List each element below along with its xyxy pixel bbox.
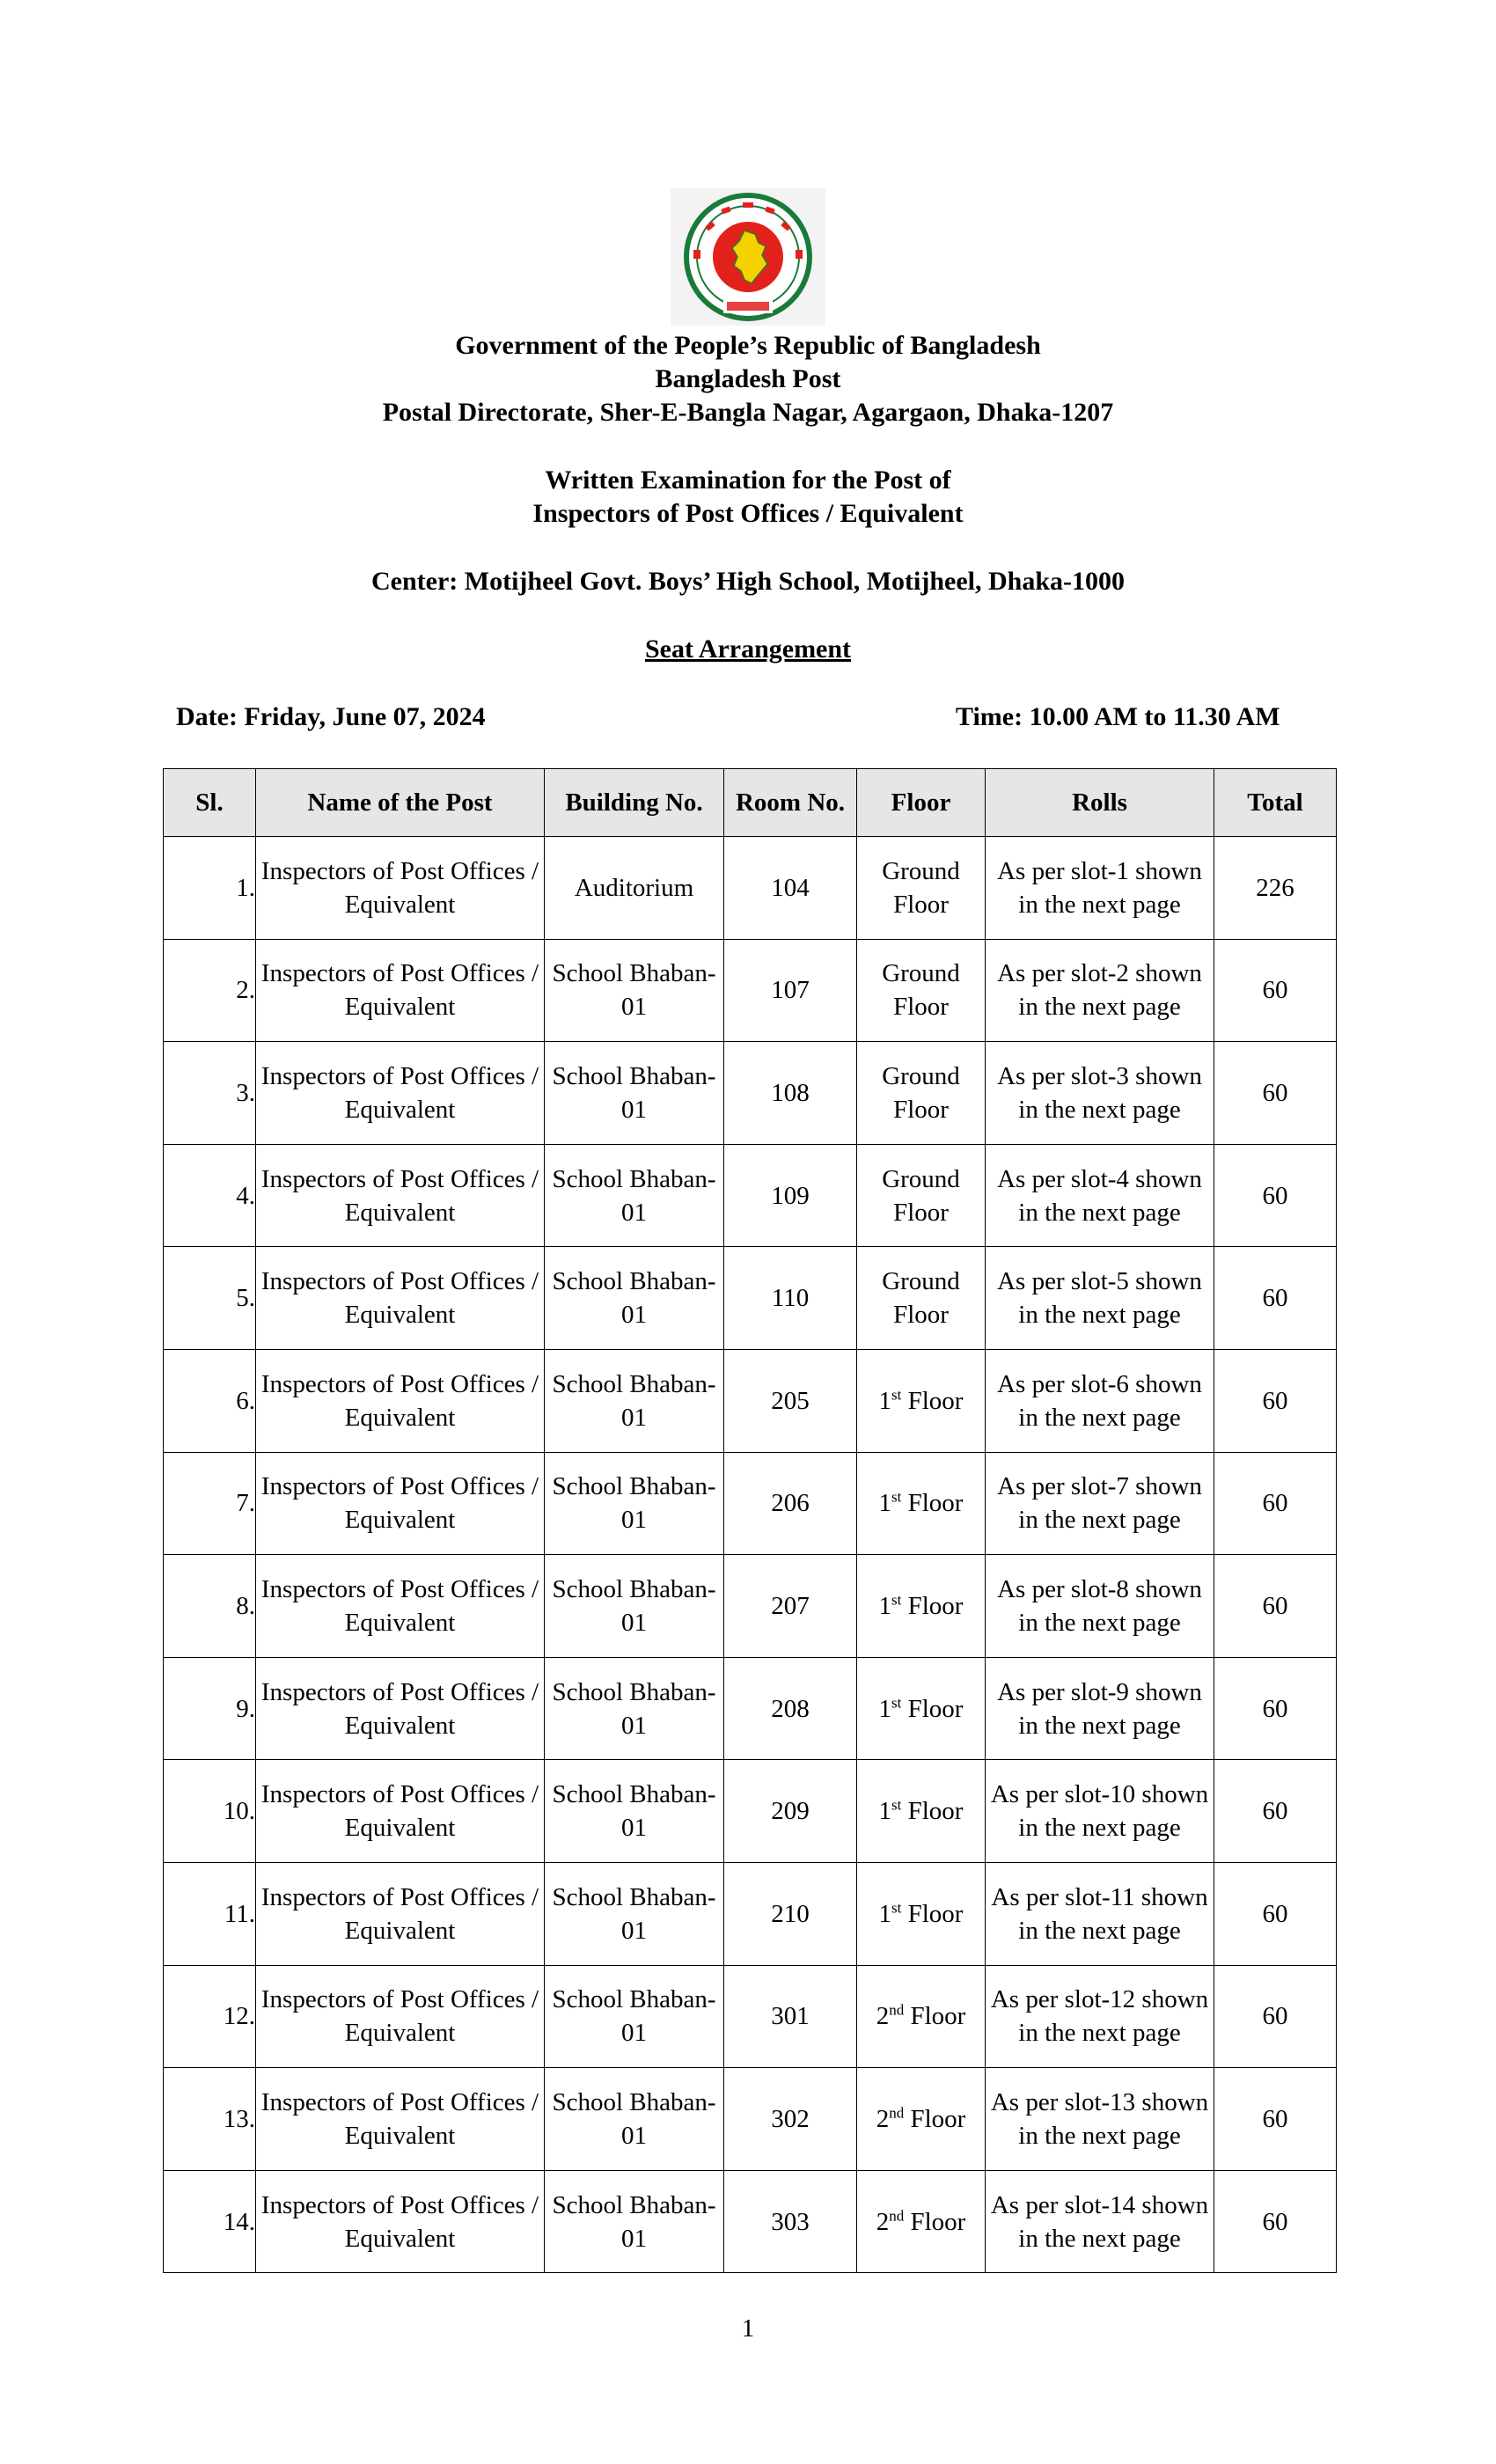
floor-word: Floor [904,2002,966,2031]
floor-suffix: st [891,1488,902,1506]
table-row [164,1555,1337,1658]
cell-total: 60 [1214,1452,1337,1555]
floor-number: 1 [878,1797,892,1826]
floor-number: 1 [878,1694,892,1723]
cell-building: School Bhaban-01 [545,1452,724,1555]
cell-floor [857,1349,986,1452]
cell-post: Inspectors of Post Offices / Equivalent [256,1452,545,1555]
cell-rolls: As per slot-1 shown in the next page [986,837,1214,940]
header-rolls: Rolls [986,769,1214,837]
cell-building: School Bhaban-01 [545,1760,724,1863]
cell-floor [857,1965,986,2068]
exam-title-line1: Written Examination for the Post of [545,466,951,495]
cell-floor [857,1657,986,1760]
cell-post: Inspectors of Post Offices / Equivalent [256,1555,545,1658]
cell-floor [857,1452,986,1555]
floor-number: 1 [878,1386,892,1415]
cell-total: 226 [1214,837,1337,940]
cell-sl: 10. [164,1760,256,1863]
header-total: Total [1214,769,1337,837]
floor-number: 2 [876,2104,890,2133]
cell-room: 209 [724,1760,857,1863]
cell-building: School Bhaban-01 [545,1247,724,1350]
cell-rolls: As per slot-11 shown in the next page [986,1862,1214,1965]
exam-date: Date: Friday, June 07, 2024 [176,702,486,731]
cell-sl: 14. [164,2170,256,2273]
cell-room: 303 [724,2170,857,2273]
floor-number: 2 [876,2002,890,2031]
cell-floor [857,1760,986,1863]
cell-floor [857,1144,986,1247]
cell-rolls: As per slot-4 shown in the next page [986,1144,1214,1247]
cell-floor [857,1042,986,1145]
cell-post: Inspectors of Post Offices / Equivalent [256,939,545,1042]
floor-suffix: nd [889,2001,905,2019]
cell-building: School Bhaban-01 [545,1349,724,1452]
table-row [164,1965,1337,2068]
government-title: Government of the People’s Republic of Bangladesh [455,331,1041,360]
cell-total: 60 [1214,1349,1337,1452]
floor-number: 1 [878,1591,892,1620]
cell-post: Inspectors of Post Offices / Equivalent [256,837,545,940]
cell-sl: 13. [164,2068,256,2171]
cell-room: 302 [724,2068,857,2171]
cell-sl: 4. [164,1144,256,1247]
cell-post: Inspectors of Post Offices / Equivalent [256,2068,545,2171]
floor-word: Ground Floor [882,856,960,919]
cell-floor [857,1862,986,1965]
floor-word: Ground Floor [882,1061,960,1124]
floor-number: 1 [878,1489,892,1518]
cell-room: 208 [724,1657,857,1760]
cell-building: School Bhaban-01 [545,2068,724,2171]
exam-time: Time: 10.00 AM to 11.30 AM [956,702,1280,731]
header-building: Building No. [545,769,724,837]
cell-post: Inspectors of Post Offices / Equivalent [256,1965,545,2068]
floor-suffix: st [891,1899,902,1917]
header-sl: Sl. [164,769,256,837]
department-title: Bangladesh Post [655,364,841,393]
cell-rolls: As per slot-12 shown in the next page [986,1965,1214,2068]
cell-building: School Bhaban-01 [545,1042,724,1145]
page-number: 1 [741,2314,755,2343]
cell-rolls: As per slot-2 shown in the next page [986,939,1214,1042]
cell-room: 107 [724,939,857,1042]
cell-rolls: As per slot-3 shown in the next page [986,1042,1214,1145]
cell-floor [857,2170,986,2273]
cell-floor [857,1555,986,1658]
floor-word: Floor [901,1386,964,1415]
cell-floor [857,1247,986,1350]
floor-word: Floor [901,1899,964,1928]
table-row [164,1657,1337,1760]
cell-rolls: As per slot-6 shown in the next page [986,1349,1214,1452]
floor-suffix: st [891,1386,902,1404]
floor-word: Floor [904,2207,966,2236]
cell-floor [857,939,986,1042]
cell-building: School Bhaban-01 [545,2170,724,2273]
cell-total: 60 [1214,1965,1337,2068]
cell-sl: 6. [164,1349,256,1452]
cell-total: 60 [1214,1760,1337,1863]
floor-word: Floor [901,1797,964,1826]
floor-word: Ground Floor [882,959,960,1022]
table-row [164,1862,1337,1965]
cell-floor [857,2068,986,2171]
cell-sl: 12. [164,1965,256,2068]
cell-rolls: As per slot-8 shown in the next page [986,1555,1214,1658]
cell-rolls: As per slot-9 shown in the next page [986,1657,1214,1760]
floor-word: Floor [901,1694,964,1723]
cell-building: School Bhaban-01 [545,1144,724,1247]
floor-suffix: st [891,1591,902,1609]
cell-post: Inspectors of Post Offices / Equivalent [256,1247,545,1350]
cell-rolls: As per slot-13 shown in the next page [986,2068,1214,2171]
cell-room: 207 [724,1555,857,1658]
table-row [164,837,1337,940]
cell-rolls: As per slot-14 shown in the next page [986,2170,1214,2273]
cell-building: School Bhaban-01 [545,1965,724,2068]
cell-room: 110 [724,1247,857,1350]
table-row [164,1247,1337,1350]
floor-word: Floor [901,1591,964,1620]
floor-suffix: st [891,1796,902,1814]
cell-total: 60 [1214,1862,1337,1965]
cell-room: 109 [724,1144,857,1247]
cell-building: School Bhaban-01 [545,1862,724,1965]
cell-total: 60 [1214,1144,1337,1247]
cell-rolls: As per slot-5 shown in the next page [986,1247,1214,1350]
floor-number: 2 [876,2207,890,2236]
header-floor: Floor [857,769,986,837]
cell-building: School Bhaban-01 [545,1555,724,1658]
cell-post: Inspectors of Post Offices / Equivalent [256,1349,545,1452]
cell-total: 60 [1214,1042,1337,1145]
cell-post: Inspectors of Post Offices / Equivalent [256,1144,545,1247]
directorate-address: Postal Directorate, Sher-E-Bangla Nagar, Agargaon, Dhaka-1207 [382,398,1114,427]
cell-total: 60 [1214,1247,1337,1350]
table-row [164,1452,1337,1555]
cell-sl: 9. [164,1657,256,1760]
cell-room: 301 [724,1965,857,2068]
cell-building: School Bhaban-01 [545,1657,724,1760]
cell-post: Inspectors of Post Offices / Equivalent [256,1760,545,1863]
cell-room: 104 [724,837,857,940]
floor-number: 1 [878,1899,892,1928]
floor-word: Ground Floor [882,1267,960,1330]
header-post: Name of the Post [256,769,545,837]
cell-total: 60 [1214,1555,1337,1658]
cell-total: 60 [1214,1657,1337,1760]
floor-word: Floor [904,2104,966,2133]
cell-sl: 2. [164,939,256,1042]
cell-building: School Bhaban-01 [545,939,724,1042]
floor-suffix: nd [889,2104,905,2122]
exam-title-line2: Inspectors of Post Offices / Equivalent [532,499,964,528]
exam-center: Center: Motijheel Govt. Boys’ High School, Motijheel, Dhaka-1000 [370,567,1125,596]
floor-suffix: st [891,1693,902,1711]
section-title-wrapper [0,634,1496,665]
table-row [164,2068,1337,2171]
cell-total: 60 [1214,939,1337,1042]
cell-room: 108 [724,1042,857,1145]
cell-rolls: As per slot-10 shown in the next page [986,1760,1214,1863]
cell-sl: 8. [164,1555,256,1658]
cell-sl: 1. [164,837,256,940]
table-header-row [164,769,1337,837]
cell-post: Inspectors of Post Offices / Equivalent [256,1862,545,1965]
table-row [164,1144,1337,1247]
cell-sl: 5. [164,1247,256,1350]
header-room: Room No. [724,769,857,837]
seat-arrangement-table [163,768,1337,2273]
table-row [164,1760,1337,1863]
cell-room: 206 [724,1452,857,1555]
cell-building: Auditorium [545,837,724,940]
table-row [164,939,1337,1042]
government-seal-icon [671,188,825,326]
cell-sl: 7. [164,1452,256,1555]
cell-sl: 3. [164,1042,256,1145]
cell-room: 210 [724,1862,857,1965]
cell-post: Inspectors of Post Offices / Equivalent [256,2170,545,2273]
table-row [164,1042,1337,1145]
cell-floor [857,837,986,940]
floor-suffix: nd [889,2206,905,2224]
table-row [164,2170,1337,2273]
cell-total: 60 [1214,2170,1337,2273]
cell-total: 60 [1214,2068,1337,2171]
cell-post: Inspectors of Post Offices / Equivalent [256,1042,545,1145]
cell-post: Inspectors of Post Offices / Equivalent [256,1657,545,1760]
cell-rolls: As per slot-7 shown in the next page [986,1452,1214,1555]
floor-word: Floor [901,1489,964,1518]
floor-word: Ground Floor [882,1164,960,1227]
cell-room: 205 [724,1349,857,1452]
cell-sl: 11. [164,1862,256,1965]
section-title: Seat Arrangement [644,634,852,664]
table-row [164,1349,1337,1452]
